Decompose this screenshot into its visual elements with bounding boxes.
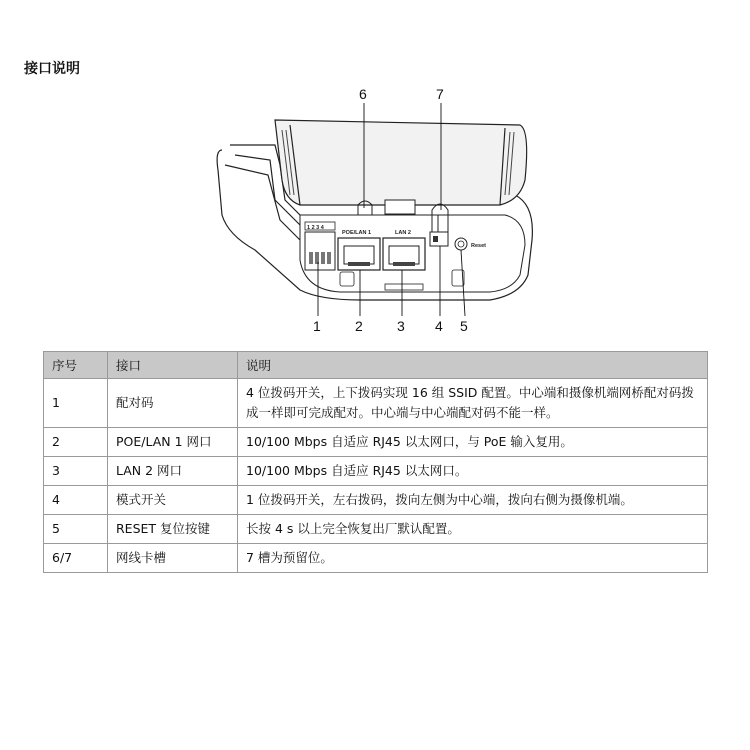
cable-slot-top — [385, 200, 415, 214]
cell-interface: POE/LAN 1 网口 — [108, 428, 238, 457]
callout-4: 4 — [435, 318, 443, 334]
callout-7: 7 — [436, 86, 444, 102]
cell-interface: 网线卡槽 — [108, 544, 238, 573]
reset-label: Reset — [471, 243, 486, 249]
table-header-row — [44, 352, 708, 379]
table-row — [44, 544, 708, 573]
cell-desc: 长按 4 s 以上完全恢复出厂默认配置。 — [238, 515, 708, 544]
device-interface-diagram — [0, 0, 750, 345]
table-row — [44, 515, 708, 544]
header-desc: 说明 — [238, 352, 708, 379]
header-interface: 接口 — [108, 352, 238, 379]
svg-text:1 2 3 4: 1 2 3 4 — [307, 225, 324, 231]
cell-interface: RESET 复位按键 — [108, 515, 238, 544]
cell-no: 3 — [44, 457, 108, 486]
cell-interface: 模式开关 — [108, 486, 238, 515]
cell-no: 6/7 — [44, 544, 108, 573]
lan2-label: LAN 2 — [395, 230, 411, 236]
cell-desc: 10/100 Mbps 自适应 RJ45 以太网口，与 PoE 输入复用。 — [238, 428, 708, 457]
header-no: 序号 — [44, 352, 108, 379]
cell-no: 4 — [44, 486, 108, 515]
callout-3: 3 — [397, 318, 405, 334]
interface-table — [43, 351, 708, 573]
cell-no: 5 — [44, 515, 108, 544]
section-title: 接口说明 — [24, 61, 80, 77]
table-row — [44, 428, 708, 457]
table-row — [44, 379, 708, 428]
cell-interface: 配对码 — [108, 379, 238, 428]
cell-no: 2 — [44, 428, 108, 457]
cell-no: 1 — [44, 379, 108, 428]
callout-1: 1 — [313, 318, 321, 334]
mode-switch — [430, 232, 448, 246]
cell-desc: 7 槽为预留位。 — [238, 544, 708, 573]
cell-desc: 1 位拨码开关，左右拨码，拨向左侧为中心端，拨向右侧为摄像机端。 — [238, 486, 708, 515]
cell-desc: 4 位拨码开关，上下拨码实现 16 组 SSID 配置。中心端和摄像机端网桥配对码拨成一样即可完成配对。中心端与中心端配对码不能一样。 — [238, 379, 708, 428]
table-row — [44, 486, 708, 515]
device-top-cap — [275, 120, 527, 205]
cell-interface: LAN 2 网口 — [108, 457, 238, 486]
callout-6: 6 — [359, 86, 367, 102]
cell-desc: 10/100 Mbps 自适应 RJ45 以太网口。 — [238, 457, 708, 486]
pairing-dip-switch — [305, 222, 335, 270]
table-row — [44, 457, 708, 486]
callout-5: 5 — [460, 318, 468, 334]
callout-2: 2 — [355, 318, 363, 334]
poe-lan1-label: POE/LAN 1 — [342, 230, 372, 236]
